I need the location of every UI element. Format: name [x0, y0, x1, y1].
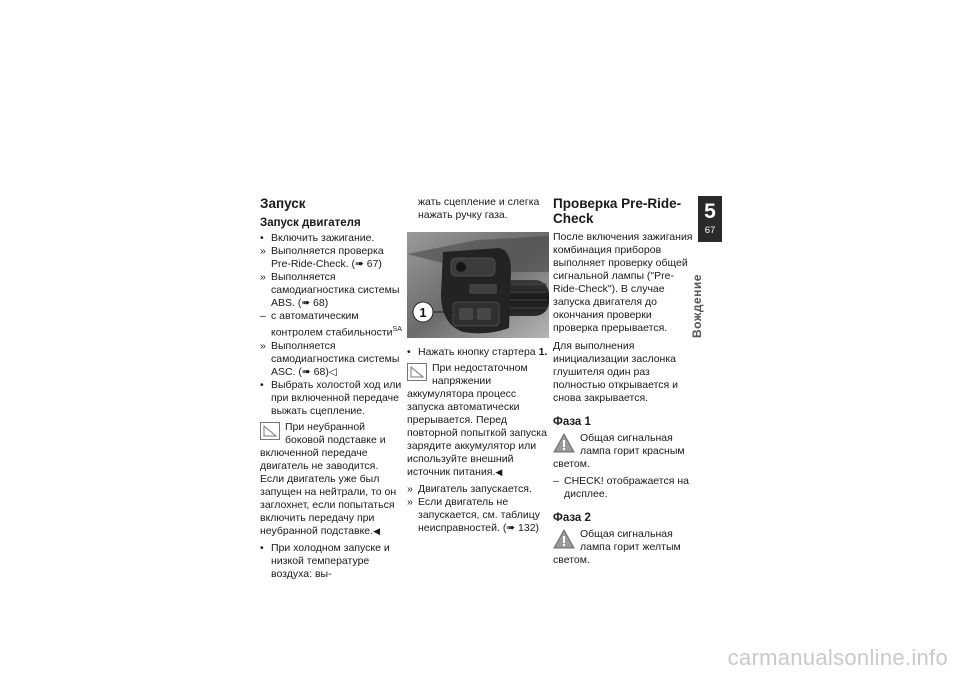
list-item: • При холодном запуске и низкой температуре воздуха: вы-	[260, 541, 390, 580]
phase-2-title: Фаза 2	[553, 512, 591, 524]
column-middle	[407, 196, 549, 535]
paragraph: После включения зажигания комбинация приборов выполняет проверку общей сигнальной лампы ("Pre-Ride-Check"). В случае запуска двигателя до окончания проверки проверка прерывается.	[553, 231, 693, 334]
list-item: » Выполняется самодиагностика системы ABS. (➠ 68)	[260, 271, 400, 309]
warning-triangle-icon	[553, 529, 575, 549]
list-item: » Выполняется проверка Pre-Ride-Check. (➠ 67)	[260, 245, 384, 270]
handlebar-switch-photo	[407, 232, 549, 338]
chapter-tab	[698, 196, 722, 242]
note-block: При недостаточном напряжении аккумулятора процесс запуска автоматически прерывается. Перед повторной попыткой запуска зарядите аккумулятор или используйте внешний источник питания.◀	[407, 362, 547, 478]
chapter-title: Вождение	[690, 274, 704, 338]
list-item: • Выбрать холостой ход или при включенной передаче выжать сцепление.	[260, 378, 402, 417]
column-right	[553, 196, 695, 571]
warning-block: Общая сигнальная лампа горит желтым светом.	[553, 528, 681, 566]
note-triangle-icon	[407, 363, 427, 381]
list-item: – с автоматическим контролем стабильности$^{SA}$	[260, 310, 402, 339]
chapter-box	[698, 196, 722, 242]
list-item: • Нажать кнопку стартера 1.	[407, 346, 548, 358]
list-item: » Выполняется самодиагностика системы ASC. (➠ 68)◁	[260, 339, 400, 378]
note-triangle-icon	[260, 422, 280, 440]
phase-1-title: Фаза 1	[553, 416, 591, 428]
photo-callout-number: 1	[419, 305, 427, 320]
warning-triangle-icon	[553, 433, 575, 453]
subsection-title-engine-start: Запуск двигателя	[260, 217, 361, 229]
chapter-number: 5	[704, 200, 716, 223]
section-title-pre-ride-check: Проверка Pre-Ride-Check	[553, 196, 682, 226]
warning-block: Общая сигнальная лампа горит красным светом.	[553, 432, 685, 470]
page-number: 67	[704, 225, 716, 236]
watermark: carmanualsonline.info	[727, 645, 948, 670]
list-item: » Двигатель запускается.	[407, 483, 532, 495]
section-title-start: Запуск	[260, 196, 306, 211]
list-item: • Включить зажигание.	[260, 232, 375, 244]
paragraph: Для выполнения инициализации заслонка глушителя один раз полностью открывается и снова закрывается.	[553, 340, 678, 404]
continued-text: жать сцепление и слегка нажать ручку газа.	[418, 196, 540, 221]
column-left	[260, 196, 402, 581]
list-item: – CHECK! отображается на дисплее.	[553, 475, 689, 500]
list-item: » Если двигатель не запускается, см. таблицу неисправностей. (➠ 132)	[407, 496, 540, 534]
note-block: При неубранной боковой подставке и включенной передаче двигатель не заводится. Если двигатель уже был запущен на нейтрали, то он заглохнет, если попытаться включить передачу при неубранной подставке.◀	[260, 420, 397, 537]
